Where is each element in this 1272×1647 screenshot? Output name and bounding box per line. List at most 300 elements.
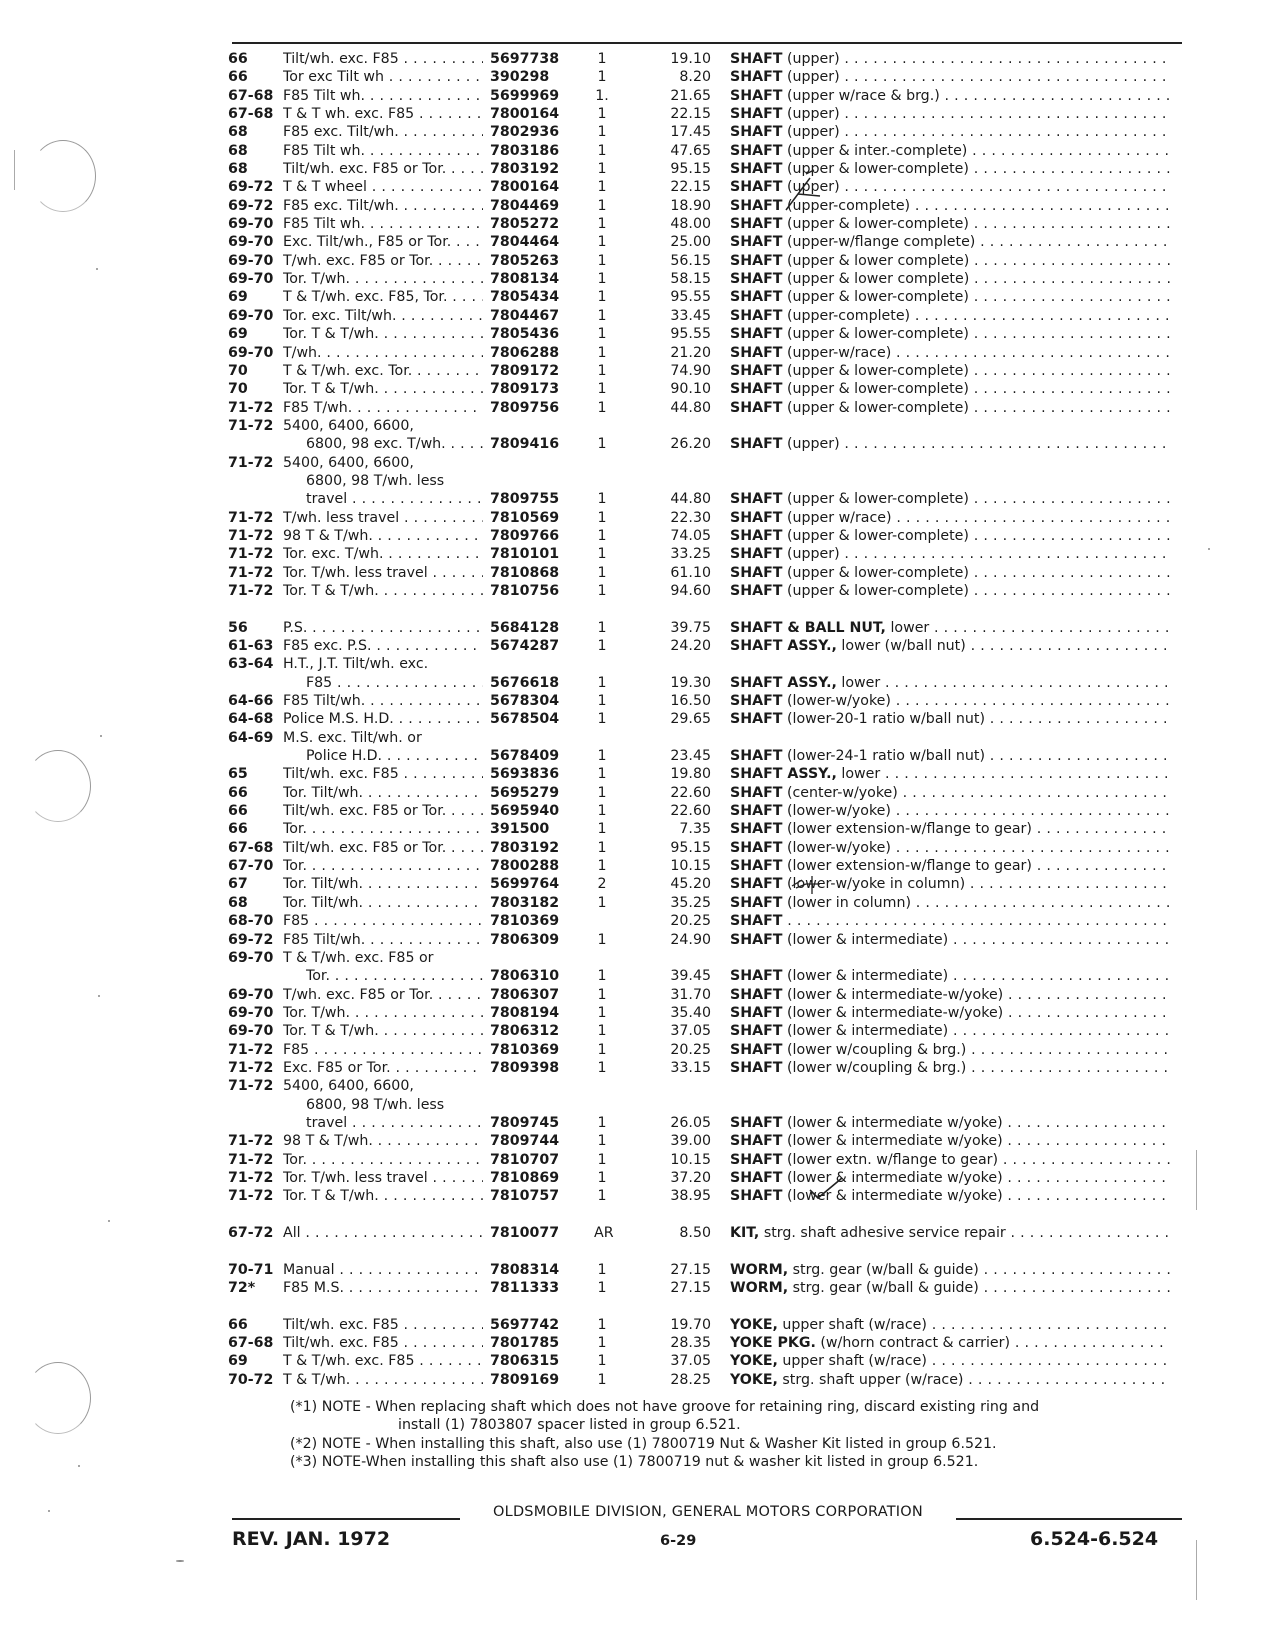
quantity: 1 <box>597 1114 607 1131</box>
model-year: 69 <box>228 1353 248 1370</box>
quantity: 1 <box>597 51 607 67</box>
table-row <box>228 637 1188 655</box>
table-row <box>228 490 1188 508</box>
description <box>730 344 1170 362</box>
quantity: 1 <box>597 784 607 801</box>
part-number: 7809745 <box>490 1114 560 1131</box>
model-year: 71-72 <box>228 1151 274 1168</box>
table-row <box>228 233 1188 251</box>
application: Tor. T & T/wh. . . . <box>283 1187 483 1205</box>
application: Tor. Tilt/wh. . . . <box>283 784 483 802</box>
table-row <box>228 50 1188 68</box>
footer-rule-right <box>956 1518 1182 1520</box>
description <box>730 233 1170 251</box>
footer-page-number: 6-29 <box>660 1533 697 1549</box>
price: 19.30 <box>670 674 711 691</box>
table-row <box>228 820 1188 838</box>
table-row <box>228 894 1188 912</box>
table-row <box>228 1132 1188 1150</box>
application: Tilt/wh. exc. F85 . . . <box>283 1334 483 1352</box>
price: 8.20 <box>679 69 711 86</box>
part-number: 7800164 <box>490 106 560 123</box>
price: 74.90 <box>670 362 711 379</box>
application: F85 exc. P.S. . . . <box>283 637 483 655</box>
description <box>730 399 1170 417</box>
description-keyword: SHAFT <box>730 821 783 838</box>
part-number: 7803192 <box>490 839 560 856</box>
description <box>730 490 1170 508</box>
application: T/wh. less travel . . . <box>283 509 483 527</box>
description <box>730 637 1170 655</box>
price: 26.20 <box>670 436 711 453</box>
model-year: 69-70 <box>228 949 274 966</box>
part-number: 7810707 <box>490 1151 560 1168</box>
description <box>730 87 1170 105</box>
part-number: 7806307 <box>490 986 560 1003</box>
description <box>730 1279 1170 1297</box>
model-year: 69-70 <box>228 271 274 288</box>
table-row <box>228 307 1188 325</box>
price: 61.10 <box>670 564 711 581</box>
description-keyword: SHAFT <box>730 381 783 398</box>
description <box>730 1041 1170 1059</box>
table-row <box>228 912 1188 930</box>
model-year: 69-70 <box>228 307 274 324</box>
quantity: 1 <box>597 1353 607 1370</box>
part-number: 7806309 <box>490 931 560 948</box>
description-keyword: SHAFT <box>730 491 783 508</box>
description-text: (upper & lower-complete) <box>782 491 969 508</box>
description-text: (upper) <box>782 179 840 196</box>
quantity: 1 <box>597 858 607 875</box>
application: M.S. exc. Tilt/wh. or <box>283 729 422 746</box>
description-text: (upper & lower-complete) <box>782 362 969 379</box>
part-number: 5674287 <box>490 638 560 654</box>
application: T & T/wh. exc. F85 . . . <box>283 1352 483 1370</box>
scan-speck <box>1208 548 1210 550</box>
application: T & T wheel . . . <box>283 178 483 196</box>
description-keyword: SHAFT <box>730 968 783 985</box>
model-year: 71-72 <box>228 582 274 599</box>
note-3: (*3) NOTE-When installing this shaft also use (1) 7800719 nut & washer kit listed in group 6.521. <box>290 1454 979 1471</box>
part-number: 7800288 <box>490 858 560 875</box>
part-number: 7809744 <box>490 1133 560 1150</box>
table-row <box>228 1279 1188 1297</box>
table-row <box>228 454 1188 472</box>
price: 33.15 <box>670 1059 711 1076</box>
table-row <box>228 270 1188 288</box>
part-number: 5676618 <box>490 674 560 691</box>
table-row <box>228 509 1188 527</box>
description-text: (upper) <box>782 124 840 141</box>
model-year: 67-68 <box>228 1335 274 1352</box>
description-keyword: SHAFT <box>730 179 783 196</box>
part-number: 7806315 <box>490 1353 560 1370</box>
application: Tor. T & T/wh. . . . <box>283 325 483 343</box>
model-year: 69-70 <box>228 234 274 251</box>
description-keyword: SHAFT <box>730 784 783 801</box>
table-row <box>228 142 1188 160</box>
price: 27.15 <box>670 1280 711 1297</box>
application: Tilt/wh. exc. F85 . . . <box>283 1316 483 1334</box>
model-year: 66 <box>228 69 248 86</box>
quantity: 1 <box>597 1169 607 1186</box>
description-keyword: YOKE PKG. <box>730 1335 816 1352</box>
model-year: 71-72 <box>228 417 274 434</box>
application: T & T wh. exc. F85 . . . <box>283 105 483 123</box>
application: 98 T & T/wh. . . . <box>283 1132 483 1150</box>
table-row <box>228 564 1188 582</box>
table-row <box>228 472 1188 490</box>
quantity: 1 <box>597 252 607 269</box>
table-row <box>228 417 1188 435</box>
scan-speck <box>96 268 98 270</box>
description-text: (lower & intermediate) <box>782 968 949 985</box>
quantity: 1 <box>597 693 607 710</box>
description-text: (lower-20-1 ratio w/ball nut) <box>782 711 985 728</box>
table-row <box>228 1022 1188 1040</box>
quantity: 1 <box>597 1316 607 1333</box>
description-keyword: SHAFT <box>730 271 783 288</box>
description <box>730 1114 1170 1132</box>
table-row <box>228 1169 1188 1187</box>
table-row <box>228 527 1188 545</box>
description-text: (upper & lower-complete) <box>782 326 969 343</box>
description-keyword: SHAFT <box>730 1151 783 1168</box>
table-row <box>228 1187 1188 1205</box>
description-keyword: SHAFT <box>730 197 783 214</box>
model-year: 69-70 <box>228 216 274 233</box>
table-row <box>228 105 1188 123</box>
model-year: 70-72 <box>228 1371 274 1388</box>
price: 23.45 <box>670 748 711 765</box>
application: Tilt/wh. exc. F85 or Tor. . . . <box>283 839 483 857</box>
part-number: 7809416 <box>490 436 560 453</box>
description <box>730 674 1170 692</box>
application: travel . . . <box>306 490 483 508</box>
part-number: 7805436 <box>490 326 560 343</box>
scan-speck <box>176 1560 184 1562</box>
model-year: 66 <box>228 1316 248 1333</box>
part-number: 7809172 <box>490 362 560 379</box>
application: Tor. . . . <box>283 857 483 875</box>
model-year: 66 <box>228 784 248 801</box>
price: 44.80 <box>670 399 711 416</box>
part-number: 7806310 <box>490 968 560 985</box>
description-text: (upper-w/race) <box>782 344 892 361</box>
table-row <box>228 710 1188 728</box>
model-year: 71-72 <box>228 1059 274 1076</box>
application: T & T/wh. exc. F85 or <box>283 949 434 966</box>
part-number: 7809756 <box>490 399 560 416</box>
table-row <box>228 931 1188 949</box>
description-keyword: SHAFT <box>730 858 783 875</box>
description-keyword: YOKE, <box>730 1371 778 1388</box>
application: Tor. T/wh. . . . <box>283 270 483 288</box>
quantity: 1 <box>597 179 607 196</box>
model-year: 71-72 <box>228 564 274 581</box>
description <box>730 784 1170 802</box>
price: 22.30 <box>670 509 711 526</box>
description-text: (upper w/race) <box>782 509 892 526</box>
description-text: (lower-w/yoke) <box>782 803 891 820</box>
table-row <box>228 362 1188 380</box>
model-year: 70 <box>228 362 248 379</box>
application: Tor. T & T/wh. . . . <box>283 582 483 600</box>
description-keyword: SHAFT <box>730 252 783 269</box>
part-number: 7803186 <box>490 142 560 159</box>
description <box>730 1187 1170 1205</box>
quantity: 1 <box>597 748 607 765</box>
description-text: (lower w/coupling & brg.) <box>782 1041 967 1058</box>
price: 24.90 <box>670 931 711 948</box>
description <box>730 1022 1170 1040</box>
application: H.T., J.T. Tilt/wh. exc. <box>283 656 429 673</box>
description <box>730 839 1170 857</box>
quantity: 1 <box>597 491 607 508</box>
table-row <box>228 1352 1188 1370</box>
quantity: 1 <box>597 69 607 86</box>
description-text: (upper & lower-complete) <box>782 381 969 398</box>
model-year: 67-72 <box>228 1225 274 1241</box>
quantity: 1 <box>597 509 607 526</box>
model-year: 64-66 <box>228 693 274 710</box>
note-1 <box>290 1398 1170 1435</box>
description-keyword: SHAFT <box>730 527 783 544</box>
description-keyword: SHAFT <box>730 234 783 251</box>
description-text: (upper w/race & brg.) <box>782 87 940 104</box>
description-text: (upper-w/flange complete) <box>782 234 976 251</box>
application: F85 . . . <box>306 674 483 692</box>
quantity: 1 <box>597 582 607 599</box>
application: 5400, 6400, 6600, <box>283 1078 414 1095</box>
table-row <box>228 1059 1188 1077</box>
handwritten-check-mark-1 <box>780 168 822 216</box>
description <box>730 1224 1170 1242</box>
price: 74.05 <box>670 527 711 544</box>
quantity: 1 <box>597 234 607 251</box>
model-year: 71-72 <box>228 527 274 544</box>
quantity: 1 <box>597 986 607 1003</box>
part-number: 7810101 <box>490 546 560 563</box>
description-text: lower (w/ball nut) <box>836 638 966 654</box>
price: 44.80 <box>670 491 711 508</box>
part-number: 7810868 <box>490 564 560 581</box>
price: 25.00 <box>670 234 711 251</box>
table-row <box>228 197 1188 215</box>
model-year: 69-70 <box>228 986 274 1003</box>
part-number: 7804469 <box>490 197 560 214</box>
application: Tor. exc. Tilt/wh. . . . <box>283 307 483 325</box>
price: 33.45 <box>670 307 711 324</box>
table-row <box>228 655 1188 673</box>
description <box>730 619 1170 637</box>
description <box>730 765 1170 783</box>
row-spacer <box>228 1206 1188 1224</box>
model-year: 71-72 <box>228 1041 274 1058</box>
model-year: 66 <box>228 51 248 67</box>
description-keyword: SHAFT <box>730 509 783 526</box>
row-spacer <box>228 600 1188 618</box>
price: 31.70 <box>670 986 711 1003</box>
description <box>730 215 1170 233</box>
table-row <box>228 545 1188 563</box>
table-row <box>228 1224 1188 1242</box>
table-row <box>228 1114 1188 1132</box>
table-row <box>228 839 1188 857</box>
part-number: 7810077 <box>490 1225 560 1241</box>
model-year: 71-72 <box>228 546 274 563</box>
description-text: (upper) <box>782 436 840 453</box>
application: Tor. . . . <box>306 967 483 985</box>
price: 27.15 <box>670 1261 711 1278</box>
description-text: upper shaft (w/race) <box>777 1316 927 1333</box>
part-number: 7801785 <box>490 1335 560 1352</box>
description-text: (center-w/yoke) <box>782 784 898 801</box>
application: All . . . <box>283 1224 483 1242</box>
application: F85 M.S. . . . <box>283 1279 483 1297</box>
description <box>730 1261 1170 1279</box>
quantity: 1 <box>597 1023 607 1040</box>
part-number: 7810757 <box>490 1188 560 1205</box>
model-year: 70-71 <box>228 1261 274 1278</box>
description <box>730 747 1170 765</box>
application: Tor. T/wh. less travel . . . <box>283 1169 483 1187</box>
binder-hole-bottom <box>25 1362 91 1434</box>
table-row <box>228 674 1188 692</box>
model-year: 68 <box>228 142 248 159</box>
application: P.S. . . . <box>283 619 483 637</box>
quantity: 1 <box>597 546 607 563</box>
application: 5400, 6400, 6600, <box>283 417 414 434</box>
part-number: 7804464 <box>490 234 560 251</box>
description-keyword: YOKE, <box>730 1316 778 1333</box>
quantity: 1 <box>597 1004 607 1021</box>
model-year: 61-63 <box>228 638 274 654</box>
description-text: (upper & lower complete) <box>782 252 970 269</box>
description-text: (lower & intermediate w/yoke) <box>782 1188 1003 1205</box>
quantity: 1 <box>597 326 607 343</box>
model-year: 63-64 <box>228 656 274 673</box>
description <box>730 802 1170 820</box>
quantity: 1 <box>597 1059 607 1076</box>
description-keyword: WORM, <box>730 1280 789 1297</box>
top-rule <box>232 42 1182 44</box>
quantity: 1 <box>597 564 607 581</box>
description-text: (lower & intermediate-w/yoke) <box>782 986 1004 1003</box>
model-year: 69 <box>228 289 248 306</box>
table-row <box>228 1096 1188 1114</box>
scan-speck <box>48 1510 50 1512</box>
price: 19.70 <box>670 1316 711 1333</box>
description-keyword: SHAFT <box>730 1041 783 1058</box>
handwritten-check-mark-3 <box>806 1176 846 1202</box>
description-text: upper shaft (w/race) <box>777 1353 927 1370</box>
description-text: (lower extension-w/flange to gear) <box>782 821 1032 838</box>
price: 90.10 <box>670 381 711 398</box>
table-row <box>228 1371 1188 1389</box>
quantity: 1 <box>597 399 607 416</box>
model-year: 71-72 <box>228 454 274 471</box>
quantity: 2 <box>597 876 607 893</box>
price: 22.15 <box>670 179 711 196</box>
table-row <box>228 765 1188 783</box>
price: 22.15 <box>670 106 711 123</box>
price: 39.75 <box>670 619 711 636</box>
application: 6800, 98 exc. T/wh. . . . <box>306 435 483 453</box>
description <box>730 50 1170 68</box>
quantity: 1 <box>597 821 607 838</box>
quantity: 1 <box>597 619 607 636</box>
part-number: 7810369 <box>490 1041 560 1058</box>
description <box>730 692 1170 710</box>
price: 17.45 <box>670 124 711 141</box>
quantity: AR <box>594 1225 614 1241</box>
description-text: lower <box>836 766 881 783</box>
quantity: 1 <box>597 711 607 728</box>
application: 6800, 98 T/wh. less <box>306 472 445 489</box>
application: Tor. T/wh. . . . <box>283 1004 483 1022</box>
description <box>730 325 1170 343</box>
application: F85 . . . <box>283 912 483 930</box>
description-keyword: SHAFT & BALL NUT, <box>730 619 886 636</box>
note-2: (*2) NOTE - When installing this shaft, also use (1) 7800719 Nut & Washer Kit listed in group 6.521. <box>290 1435 997 1452</box>
row-spacer <box>228 1297 1188 1315</box>
price: 18.90 <box>670 197 711 214</box>
description <box>730 362 1170 380</box>
description-text: (lower w/coupling & brg.) <box>782 1059 967 1076</box>
model-year: 68 <box>228 124 248 141</box>
table-row <box>228 380 1188 398</box>
application: F85 . . . <box>283 1041 483 1059</box>
model-year: 69-72 <box>228 179 274 196</box>
description-keyword: SHAFT <box>730 564 783 581</box>
model-year: 67-68 <box>228 106 274 123</box>
description-keyword: SHAFT <box>730 803 783 820</box>
description-keyword: SHAFT <box>730 326 783 343</box>
application: 5400, 6400, 6600, <box>283 454 414 471</box>
price: 95.55 <box>670 326 711 343</box>
description-text: (upper) <box>782 69 840 86</box>
description-keyword: WORM, <box>730 1261 789 1278</box>
part-number: 5678304 <box>490 693 560 710</box>
quantity: 1 <box>597 271 607 288</box>
description-text: strg. shaft upper (w/race) <box>777 1371 964 1388</box>
description-text: lower <box>836 674 881 691</box>
model-year: 71-72 <box>228 1133 274 1150</box>
handwritten-mark-2 <box>788 872 824 898</box>
price: 29.65 <box>670 711 711 728</box>
model-year: 72* <box>228 1280 256 1297</box>
application: T/wh. . . . <box>283 344 483 362</box>
part-number: 5684128 <box>490 619 560 636</box>
price: 26.05 <box>670 1114 711 1131</box>
description-keyword: SHAFT <box>730 1023 783 1040</box>
application: T & T/wh. . . . <box>283 1371 483 1389</box>
description-keyword: SHAFT <box>730 142 783 159</box>
application: 6800, 98 T/wh. less <box>306 1096 445 1113</box>
price: 47.65 <box>670 142 711 159</box>
part-number: 5699764 <box>490 876 560 893</box>
model-year: 69 <box>228 326 248 343</box>
scan-edge-mark-right <box>1196 1150 1197 1210</box>
price: 16.50 <box>670 693 711 710</box>
part-number: 7808134 <box>490 271 560 288</box>
part-number: 391500 <box>490 821 550 838</box>
model-year: 69-72 <box>228 931 274 948</box>
quantity: 1 <box>597 1041 607 1058</box>
price: 48.00 <box>670 216 711 233</box>
